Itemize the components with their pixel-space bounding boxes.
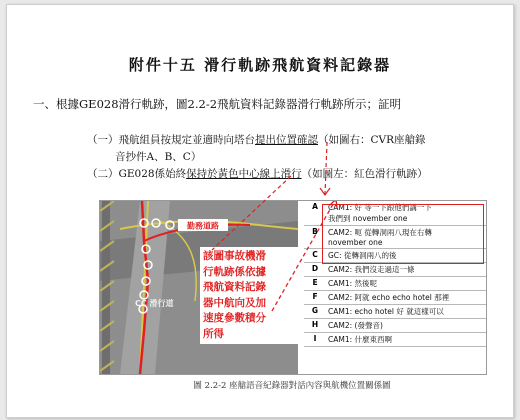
row-value: CAM2: (發聲音)	[326, 319, 486, 333]
map-label: 勤務道路	[187, 221, 219, 231]
callout-line-3: 飛航資料記錄	[203, 281, 266, 293]
page-title: 附件十五 滑行軌跡飛航資料記錄器	[128, 56, 392, 74]
row-text-2: november one	[328, 238, 383, 247]
row-key: A	[304, 201, 326, 226]
table-row	[304, 319, 486, 333]
table-row	[304, 291, 486, 305]
row-key: B	[304, 226, 326, 249]
row-value: CAM2: 我們沒走過這一條	[326, 263, 486, 277]
callout-line-2: 行軌跡係依據	[203, 265, 266, 278]
taxi-map-image	[100, 201, 298, 374]
row-key: G	[304, 305, 326, 319]
row-text-1: CAM1: 好 等一下跟他們講一下	[328, 203, 432, 212]
row-key: F	[304, 291, 326, 305]
row-text-1: GC: 從轉洞兩八的後	[328, 251, 397, 260]
row-value: CAM1: echo hotel 好 就這樣可以	[326, 305, 486, 319]
callout-line-1: 該圖事故機滑	[203, 250, 266, 262]
callout-line-5: 速度參數積分	[203, 312, 266, 324]
document-page	[6, 4, 514, 418]
row-key: C	[304, 249, 326, 263]
highlight-box	[322, 204, 484, 264]
row-key: I	[304, 333, 326, 347]
item-1-line-2: 音抄件A、B、C）	[115, 151, 202, 163]
table-row	[304, 277, 486, 291]
item-1-text-a: （一）飛航組員按規定並適時向塔台	[87, 134, 255, 146]
item-1-underlined: 提出位置確認	[255, 134, 318, 146]
row-value: CAM1: 然後呢	[326, 277, 486, 291]
track-label: CC 滑行道	[135, 299, 174, 308]
table-row	[304, 263, 486, 277]
table-row	[304, 333, 486, 347]
item-2-line	[87, 166, 428, 181]
figure-2-2-2	[99, 200, 487, 375]
item-2-text-b: （如圖左：紅色滑行軌跡）	[301, 168, 428, 180]
row-key: H	[304, 319, 326, 333]
row-value: CAM2: 阿就 echo echo hotel 那裡	[326, 291, 486, 305]
row-key: D	[304, 263, 326, 277]
item-2-text-a: （二）GE028係始終	[87, 168, 187, 180]
table-row	[304, 305, 486, 319]
item-1-text-b: （如圖右：CVR座艙錄	[318, 134, 426, 146]
intro-paragraph: 一、根據GE028滑行軌跡，圖2.2-2飛航資料記錄器滑行軌跡所示；証明	[33, 97, 402, 111]
figure-caption: 圖 2.2-2 座艙語音紀錄器對話內容與航機位置關係圖	[193, 381, 391, 391]
row-text-1: CAM2: 呃 從轉洞兩八現在右轉	[328, 228, 432, 237]
item-1-line-1	[87, 132, 426, 147]
callout-note	[200, 247, 304, 344]
row-text-2: 我們到 november one	[328, 214, 408, 223]
row-key: E	[304, 277, 326, 291]
callout-line-6: 所得	[203, 327, 224, 340]
row-value: CAM1: 什麼東西啊	[326, 333, 486, 347]
item-2-underlined: 保持於黃色中心線上滑行	[186, 168, 302, 180]
callout-line-4: 器中航向及加	[203, 296, 266, 309]
